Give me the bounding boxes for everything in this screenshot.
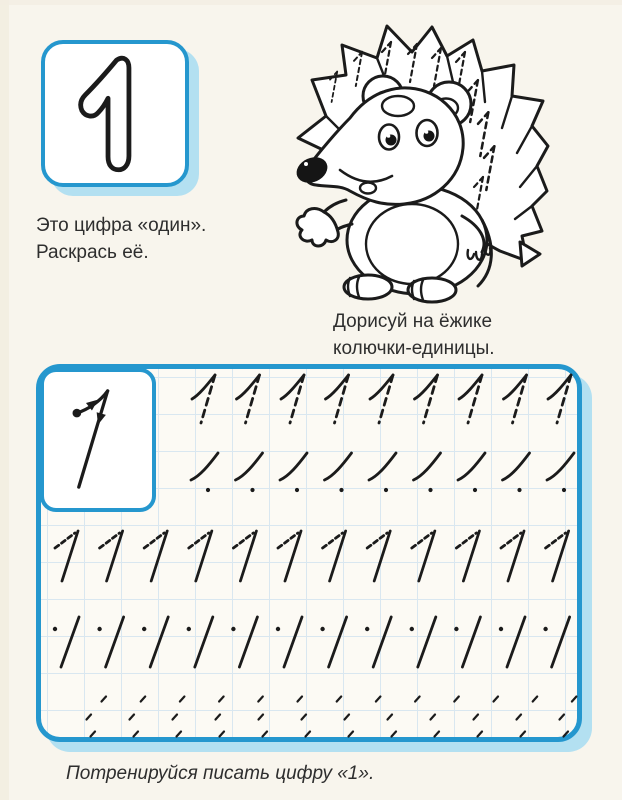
caption-bottom: Потренируйся писать цифру «1». bbox=[66, 763, 375, 784]
caption-hedgehog-line2: колючки-единицы. bbox=[333, 338, 495, 359]
hedgehog-hand bbox=[297, 209, 338, 246]
practice-row-tick-row-bottom bbox=[41, 730, 577, 738]
demo-digit-stroke bbox=[48, 376, 148, 504]
practice-rows bbox=[41, 369, 577, 737]
caption-top-line2: Раскрась её. bbox=[36, 242, 149, 263]
practice-row-tick-row-middle bbox=[41, 713, 577, 721]
digit-one-outline bbox=[66, 53, 164, 175]
practice-row-tick-row-top bbox=[41, 695, 577, 703]
hedgehog-tongue bbox=[360, 183, 376, 194]
caption-top-line1: Это цифра «один». bbox=[36, 215, 207, 236]
practice-row-downstrokes-with-dot bbox=[41, 615, 577, 669]
hedgehog-illustration bbox=[282, 20, 554, 305]
caption-hedgehog bbox=[333, 308, 495, 362]
demo-card bbox=[40, 368, 156, 512]
practice-board bbox=[36, 364, 582, 742]
digit-card bbox=[41, 40, 189, 187]
practice-row-trace-ones-dashed-up bbox=[41, 529, 577, 583]
down-arrowhead bbox=[97, 412, 106, 424]
caption-top bbox=[36, 212, 206, 266]
hedgehog-tail bbox=[520, 242, 540, 266]
caption-hedgehog-line1: Дорисуй на ёжике bbox=[333, 311, 493, 332]
